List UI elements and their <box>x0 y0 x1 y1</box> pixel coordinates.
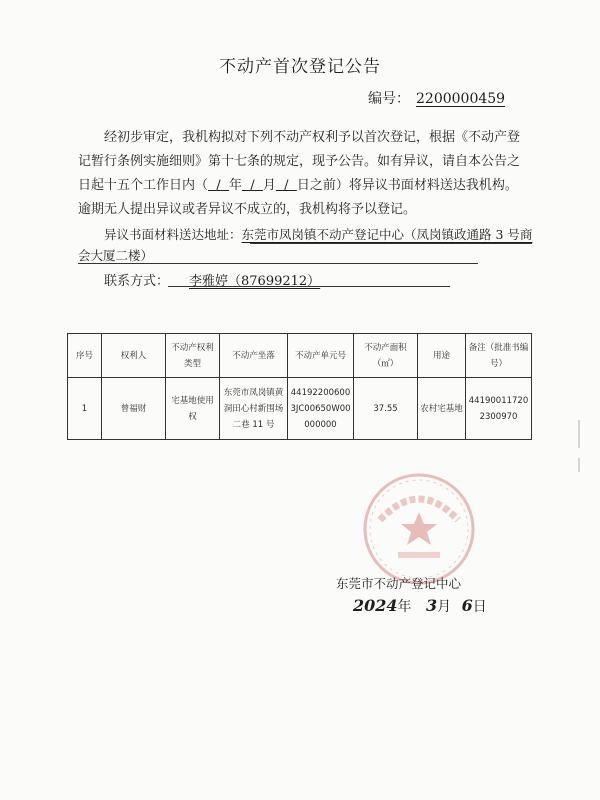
body-text-intro: 经初步审定，我机构拟对下列不动产权利予以首次登记，根据《不动产登记暂行条例实施细则》第十七条的规定，现予公告。如有异议，请自本公告之日起十五个工作日内（ <box>78 130 521 193</box>
address-label: 异议书面材料送达地址： <box>104 227 242 242</box>
cell-area: 37.55 <box>354 378 418 440</box>
contact-label: 联系方式： <box>104 274 170 289</box>
header-serial: 序号 <box>68 334 102 378</box>
header-right-holder: 权利人 <box>102 334 166 378</box>
date-month: 3 <box>425 596 438 615</box>
blank-month: / <box>250 178 255 193</box>
serial-number: 2200000459 <box>416 91 506 107</box>
header-area: 不动产面积（㎡） <box>354 334 418 378</box>
body-year: 年 <box>228 178 242 193</box>
address-value: 东莞市凤岗镇不动产登记中心（凤岗镇政通路 3 号商会大厦二楼） <box>78 227 533 263</box>
cell-usage: 农村宅基地 <box>418 378 466 440</box>
official-seal-stamp <box>360 470 478 588</box>
cell-unit-number: 441922006003JC00650W00000000 <box>288 378 354 440</box>
date-year-suffix: 年 <box>397 599 412 615</box>
scan-edge-mark <box>578 420 580 448</box>
issuing-organization: 东莞市不动产登记中心 <box>336 576 462 591</box>
body-text-end: 日之前）将异议书面材料送达我机构。逾期无人提出异议或者异议不成立的，我机构将予以登记。 <box>78 178 518 217</box>
cell-location: 东莞市凤岗镇黄洞田心村新围场二巷 11 号 <box>220 378 288 440</box>
body-month: 月 <box>262 178 276 193</box>
address-underline-1 <box>250 243 532 244</box>
date-day-suffix: 日 <box>472 599 487 615</box>
header-right-type: 不动产权利类型 <box>166 334 220 378</box>
cell-right-type: 宅基地使用权 <box>166 378 220 440</box>
date-year: 2024 <box>353 596 398 615</box>
header-location: 不动产坐落 <box>220 334 288 378</box>
blank-day: / <box>284 178 289 193</box>
contact-value: 李雅婷（87699212） <box>189 274 321 289</box>
date-month-suffix: 月 <box>437 599 452 615</box>
blank-year: / <box>216 178 221 193</box>
address-underline-2 <box>78 263 478 264</box>
cell-right-holder: 曾福财 <box>102 378 166 440</box>
cell-serial: 1 <box>68 378 102 440</box>
contact-underline <box>168 286 450 287</box>
header-unit-number: 不动产单元号 <box>288 334 354 378</box>
table-row <box>68 378 532 440</box>
notice-title: 不动产首次登记公告 <box>219 57 381 77</box>
issue-date <box>353 596 487 616</box>
scan-edge-mark <box>578 458 580 472</box>
seal-star <box>401 512 437 545</box>
registration-table <box>67 333 532 440</box>
notice-body <box>78 126 528 222</box>
table-header-row <box>68 334 532 378</box>
date-day: 6 <box>461 596 473 615</box>
cell-remarks: 441900117202300970 <box>466 378 532 440</box>
objection-address <box>78 224 538 266</box>
header-usage: 用途 <box>418 334 466 378</box>
header-remarks: 备注（批准书编号） <box>466 334 532 378</box>
serial-label: 编号： <box>368 91 410 107</box>
seal-bottom-text <box>398 552 440 558</box>
serial-number-line <box>368 88 505 108</box>
